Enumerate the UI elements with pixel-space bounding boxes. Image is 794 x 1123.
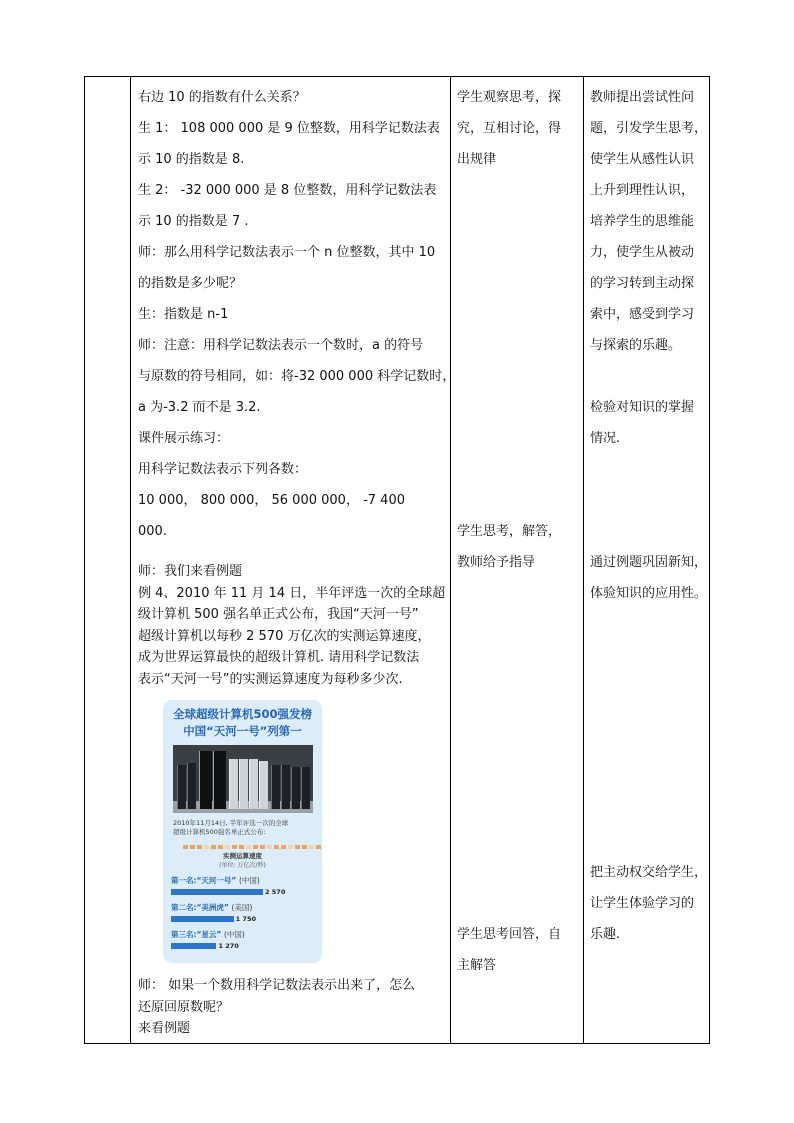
poster-subtitle: 中国“天河一号”列第一 bbox=[183, 724, 302, 738]
server-rack bbox=[229, 759, 238, 809]
text-line: 主解答 bbox=[457, 958, 497, 973]
poster-description: 超级计算机500强名单正式公布: bbox=[173, 828, 266, 836]
ranking-bar bbox=[171, 916, 234, 922]
text-line: 体验知识的应用性。 bbox=[590, 586, 708, 601]
text-line: 题，引发学生思考， bbox=[590, 121, 708, 136]
text-line: 的学习转到主动探 bbox=[590, 276, 695, 291]
spacer bbox=[138, 963, 446, 975]
text-line: 学生思考回答，自 bbox=[457, 927, 562, 942]
legend-stripes bbox=[183, 845, 322, 849]
example-line: 级计算机 500 强名单正式公布，我国“天河一号” bbox=[138, 607, 419, 622]
server-rack bbox=[213, 751, 226, 809]
teacher-activity-column bbox=[131, 77, 456, 1043]
ranking-bar bbox=[171, 943, 216, 949]
design-intent-column bbox=[584, 77, 710, 1043]
example-line: 例 4、2010 年 11 月 14 日，半年评选一次的全球超 bbox=[138, 585, 446, 601]
spacer bbox=[590, 454, 708, 547]
ranking-value: 1 270 bbox=[218, 942, 239, 950]
closing-line: 师： 如果一个数用科学记数法表示出来了，怎么 bbox=[138, 978, 416, 993]
text-line: 与探索的乐趣。 bbox=[590, 338, 682, 353]
student-activity-column bbox=[451, 77, 583, 1043]
lesson-table bbox=[84, 76, 710, 1044]
server-rack bbox=[187, 763, 196, 809]
spacer bbox=[138, 547, 446, 561]
text-line: 师：那么用科学记数法表示一个 n 位整数，其中 10 bbox=[138, 245, 436, 260]
spacer bbox=[590, 609, 708, 857]
text-line: 生 2： -32 000 000 是 8 位整数，用科学记数法表 bbox=[138, 183, 437, 198]
server-rack bbox=[271, 765, 280, 809]
example-line: 表示“天河一号”的实测运算速度为每秒多少次. bbox=[138, 671, 403, 687]
ranking-value: 2 570 bbox=[265, 888, 286, 896]
text-line: 的指数是多少呢？ bbox=[138, 276, 243, 291]
server-rack bbox=[177, 765, 186, 809]
ranking-label: 第一名:“天河一号” (中国) bbox=[171, 876, 260, 885]
spacer bbox=[457, 578, 581, 919]
text-line: 课件展示练习： bbox=[138, 431, 230, 446]
ranking-label: 第二名:“美洲虎” (美国) bbox=[171, 903, 253, 912]
text-line: 右边 10 的指数有什么关系？ bbox=[138, 90, 306, 105]
text-line: 把主动权交给学生， bbox=[590, 865, 708, 880]
server-rack bbox=[301, 767, 310, 809]
closing-line: 来看例题 bbox=[138, 1021, 191, 1036]
text-line: 培养学生的思维能 bbox=[590, 214, 695, 229]
spacer bbox=[457, 175, 581, 516]
ranking-value: 1 750 bbox=[235, 915, 256, 923]
text-line: 000. bbox=[138, 524, 167, 539]
spacer bbox=[590, 361, 708, 392]
poster-legend: 实测运算速度 bbox=[223, 852, 262, 860]
server-rack bbox=[281, 765, 290, 809]
server-rack bbox=[239, 759, 248, 809]
server-rack bbox=[199, 751, 212, 809]
text-line: 索中，感受到学习 bbox=[590, 307, 695, 322]
example-line: 超级计算机以每秒 2 570 万亿次的实测运算速度， bbox=[138, 628, 431, 644]
poster-description: 2010年11月14日, 半年评选一次的全球 bbox=[173, 819, 289, 827]
text-line: 出规律 bbox=[457, 152, 497, 167]
text-line: a 为-3.2 而不是 3.2. bbox=[138, 400, 261, 415]
text-line: 示 10 的指数是 7 . bbox=[138, 214, 249, 229]
closing-line: 还原回原数呢？ bbox=[138, 999, 230, 1015]
text-line: 师：注意：用科学记数法表示一个数时，a 的符号 bbox=[138, 338, 424, 353]
text-line: 用科学记数法表示下列各数： bbox=[138, 462, 308, 477]
stage-column bbox=[85, 77, 130, 1043]
ranking-bar-row bbox=[171, 915, 322, 923]
server-rack bbox=[259, 761, 268, 809]
ranking-bar-row bbox=[171, 942, 322, 950]
text-line: 学生思考，解答， bbox=[457, 524, 562, 539]
poster-unit: (单位: 万亿次/秒) bbox=[219, 862, 266, 869]
text-line: 10 000， 800 000， 56 000 000， -7 400 bbox=[138, 493, 405, 508]
text-line: 上升到理性认识， bbox=[590, 183, 695, 198]
example-line: 师：我们来看例题 bbox=[138, 564, 243, 579]
text-line: 学生观察思考，探 bbox=[457, 90, 562, 105]
example-line: 成为世界运算最快的超级计算机. 请用科学记数法 bbox=[138, 650, 420, 665]
text-line: 情况. bbox=[590, 431, 621, 446]
text-line: 教师提出尝试性问 bbox=[590, 90, 695, 105]
text-line: 力，使学生从被动 bbox=[590, 245, 695, 260]
text-line: 乐趣. bbox=[590, 927, 621, 942]
supercomputer-photo bbox=[173, 745, 313, 813]
text-line: 究，互相讨论，得 bbox=[457, 121, 562, 136]
text-line: 使学生从感性认识 bbox=[590, 152, 695, 167]
supercomputer-poster bbox=[163, 700, 322, 963]
text-line: 生：指数是 n-1 bbox=[138, 307, 229, 322]
poster-title: 全球超级计算机500强发榜 bbox=[172, 707, 312, 721]
ranking-label: 第三名:“星云” (中国) bbox=[171, 930, 245, 939]
text-line: 通过例题巩固新知， bbox=[590, 555, 708, 570]
ranking-bar-row bbox=[171, 888, 322, 896]
text-line: 与原数的符号相同，如：将-32 000 000 科学记数时， bbox=[138, 369, 456, 384]
text-line: 教师给予指导 bbox=[457, 555, 536, 570]
server-rack bbox=[249, 759, 258, 809]
text-line: 让学生体验学习的 bbox=[590, 896, 695, 911]
text-line: 生 1： 108 000 000 是 9 位整数，用科学记数法表 bbox=[138, 121, 440, 136]
ranking-bar bbox=[171, 889, 263, 895]
text-line: 检验对知识的掌握 bbox=[590, 400, 695, 415]
text-line: 示 10 的指数是 8. bbox=[138, 152, 245, 167]
server-rack bbox=[291, 767, 300, 809]
